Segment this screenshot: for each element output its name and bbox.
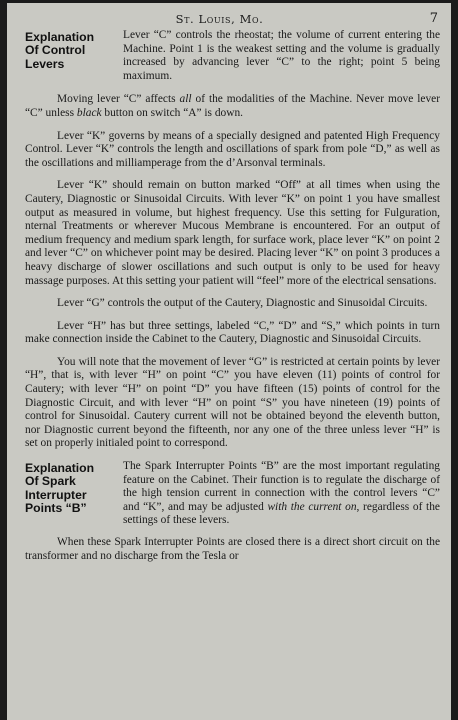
side-heading-line: Explanation <box>25 30 95 44</box>
page-header <box>25 3 440 29</box>
side-heading-line: Points “B” <box>25 501 87 516</box>
text-run: Moving lever “C” affects <box>57 93 180 106</box>
book-page <box>7 3 451 720</box>
body-text <box>25 29 440 563</box>
page-number: 7 <box>429 11 438 26</box>
paragraph-lever-k-settings: Lever “K” should remain on button marked “Off” at all times when using the Cautery, Diagnostic or Sinusoidal Circuits. With lever “K” on point 1 you have smallest output as measured in volume, but highest frequency. Use this setting for Fulguration, nternal Treatments or wherever Mucous Membrane is encountered. For an output of medium frequency and medium spark length, for surface work, place lever “K” on point 2 and lever “C” on whichever point may be desired. Placing lever “K” on point 3 produces a heavy discharge of slower oscillations and such output is only to be used for heavy massage purposes. At this setting your patient will “feel” more of the electrical sensations. <box>25 179 440 287</box>
side-heading-control-levers <box>25 31 117 71</box>
side-heading-line: Explanation <box>25 461 95 476</box>
paragraph-lever-g-restriction: You will note that the movement of lever “G” is restricted at certain points by lever “H”, that is, with lever “H” on point “C” you have eleven (11) points of control for Cautery; with lever “H” on point “D” you have fifteen (15) points of control for the Diagnostic Circuit, and with lever “H” on point “S” you have nineteen (19) points of control for Sinusoidal. Cautery current will not be obtained beyond the eleventh button, nor Diagnostic current beyond the fifteenth, nor any one of the three unless lever “H” is set on properly initialed point to correspond. <box>25 355 440 450</box>
text-run: of the modalities of the Machine. Never move lever “C” unless <box>25 93 440 119</box>
section-text-control-levers: Lever “C” controls the rheostat; the volume of current entering the Machine. Point 1 is the weakest setting and the volume is gradually increased by advancing lever “C” to the right; point 5 being maximum. <box>123 29 440 82</box>
side-heading-line: Interrupter <box>25 487 87 502</box>
paragraph-lever-h: Lever “H” has but three settings, labeled “C,” “D” and “S,” which points in turn make connection inside the Cabinet to the Cautery, Diagnostic and Sinusoidal Circuits. <box>25 319 440 346</box>
emphasis-text: all <box>179 93 192 106</box>
text-run: , regardless of the settings of these levers. <box>123 500 440 527</box>
paragraph-lever-g: Lever “G” controls the output of the Cautery, Diagnostic and Sinusoidal Circuits. <box>57 297 428 310</box>
emphasis-text: with the current on <box>267 500 357 513</box>
paragraph-spark-points-closed: When these Spark Interrupter Points are closed there is a direct short circuit on the transformer and no discharge from the Tesla or <box>25 536 440 562</box>
paragraph-lever-k-governs: Lever “K” governs by means of a specially designed and patented High Frequency Control. Lever “K” controls the length and oscillations of spark from pole “D,” as well as the oscillations and milliamperage from the d’Arsonval terminals. <box>25 129 440 169</box>
side-heading-line: Levers <box>25 56 65 71</box>
side-heading-line: Of Spark <box>25 474 76 489</box>
running-head: St. Louis, Mo. <box>175 12 264 26</box>
text-run: The Spark Interrupter Points “B” are the most important regulating feature on the Cabinet. Their function is to regulate the discharge of the high tension current in connection with the control levers “C” and “K”, and may be adjusted <box>123 460 440 513</box>
text-run: button on switch “A” is down. <box>101 106 243 119</box>
paragraph-lever-c-modalities <box>25 93 440 120</box>
side-heading-spark-interrupter <box>25 462 117 516</box>
section-control-levers <box>25 29 440 83</box>
side-heading-line: Of Control <box>25 43 86 58</box>
emphasis-text: black <box>76 106 102 119</box>
section-spark-interrupter <box>25 460 440 528</box>
